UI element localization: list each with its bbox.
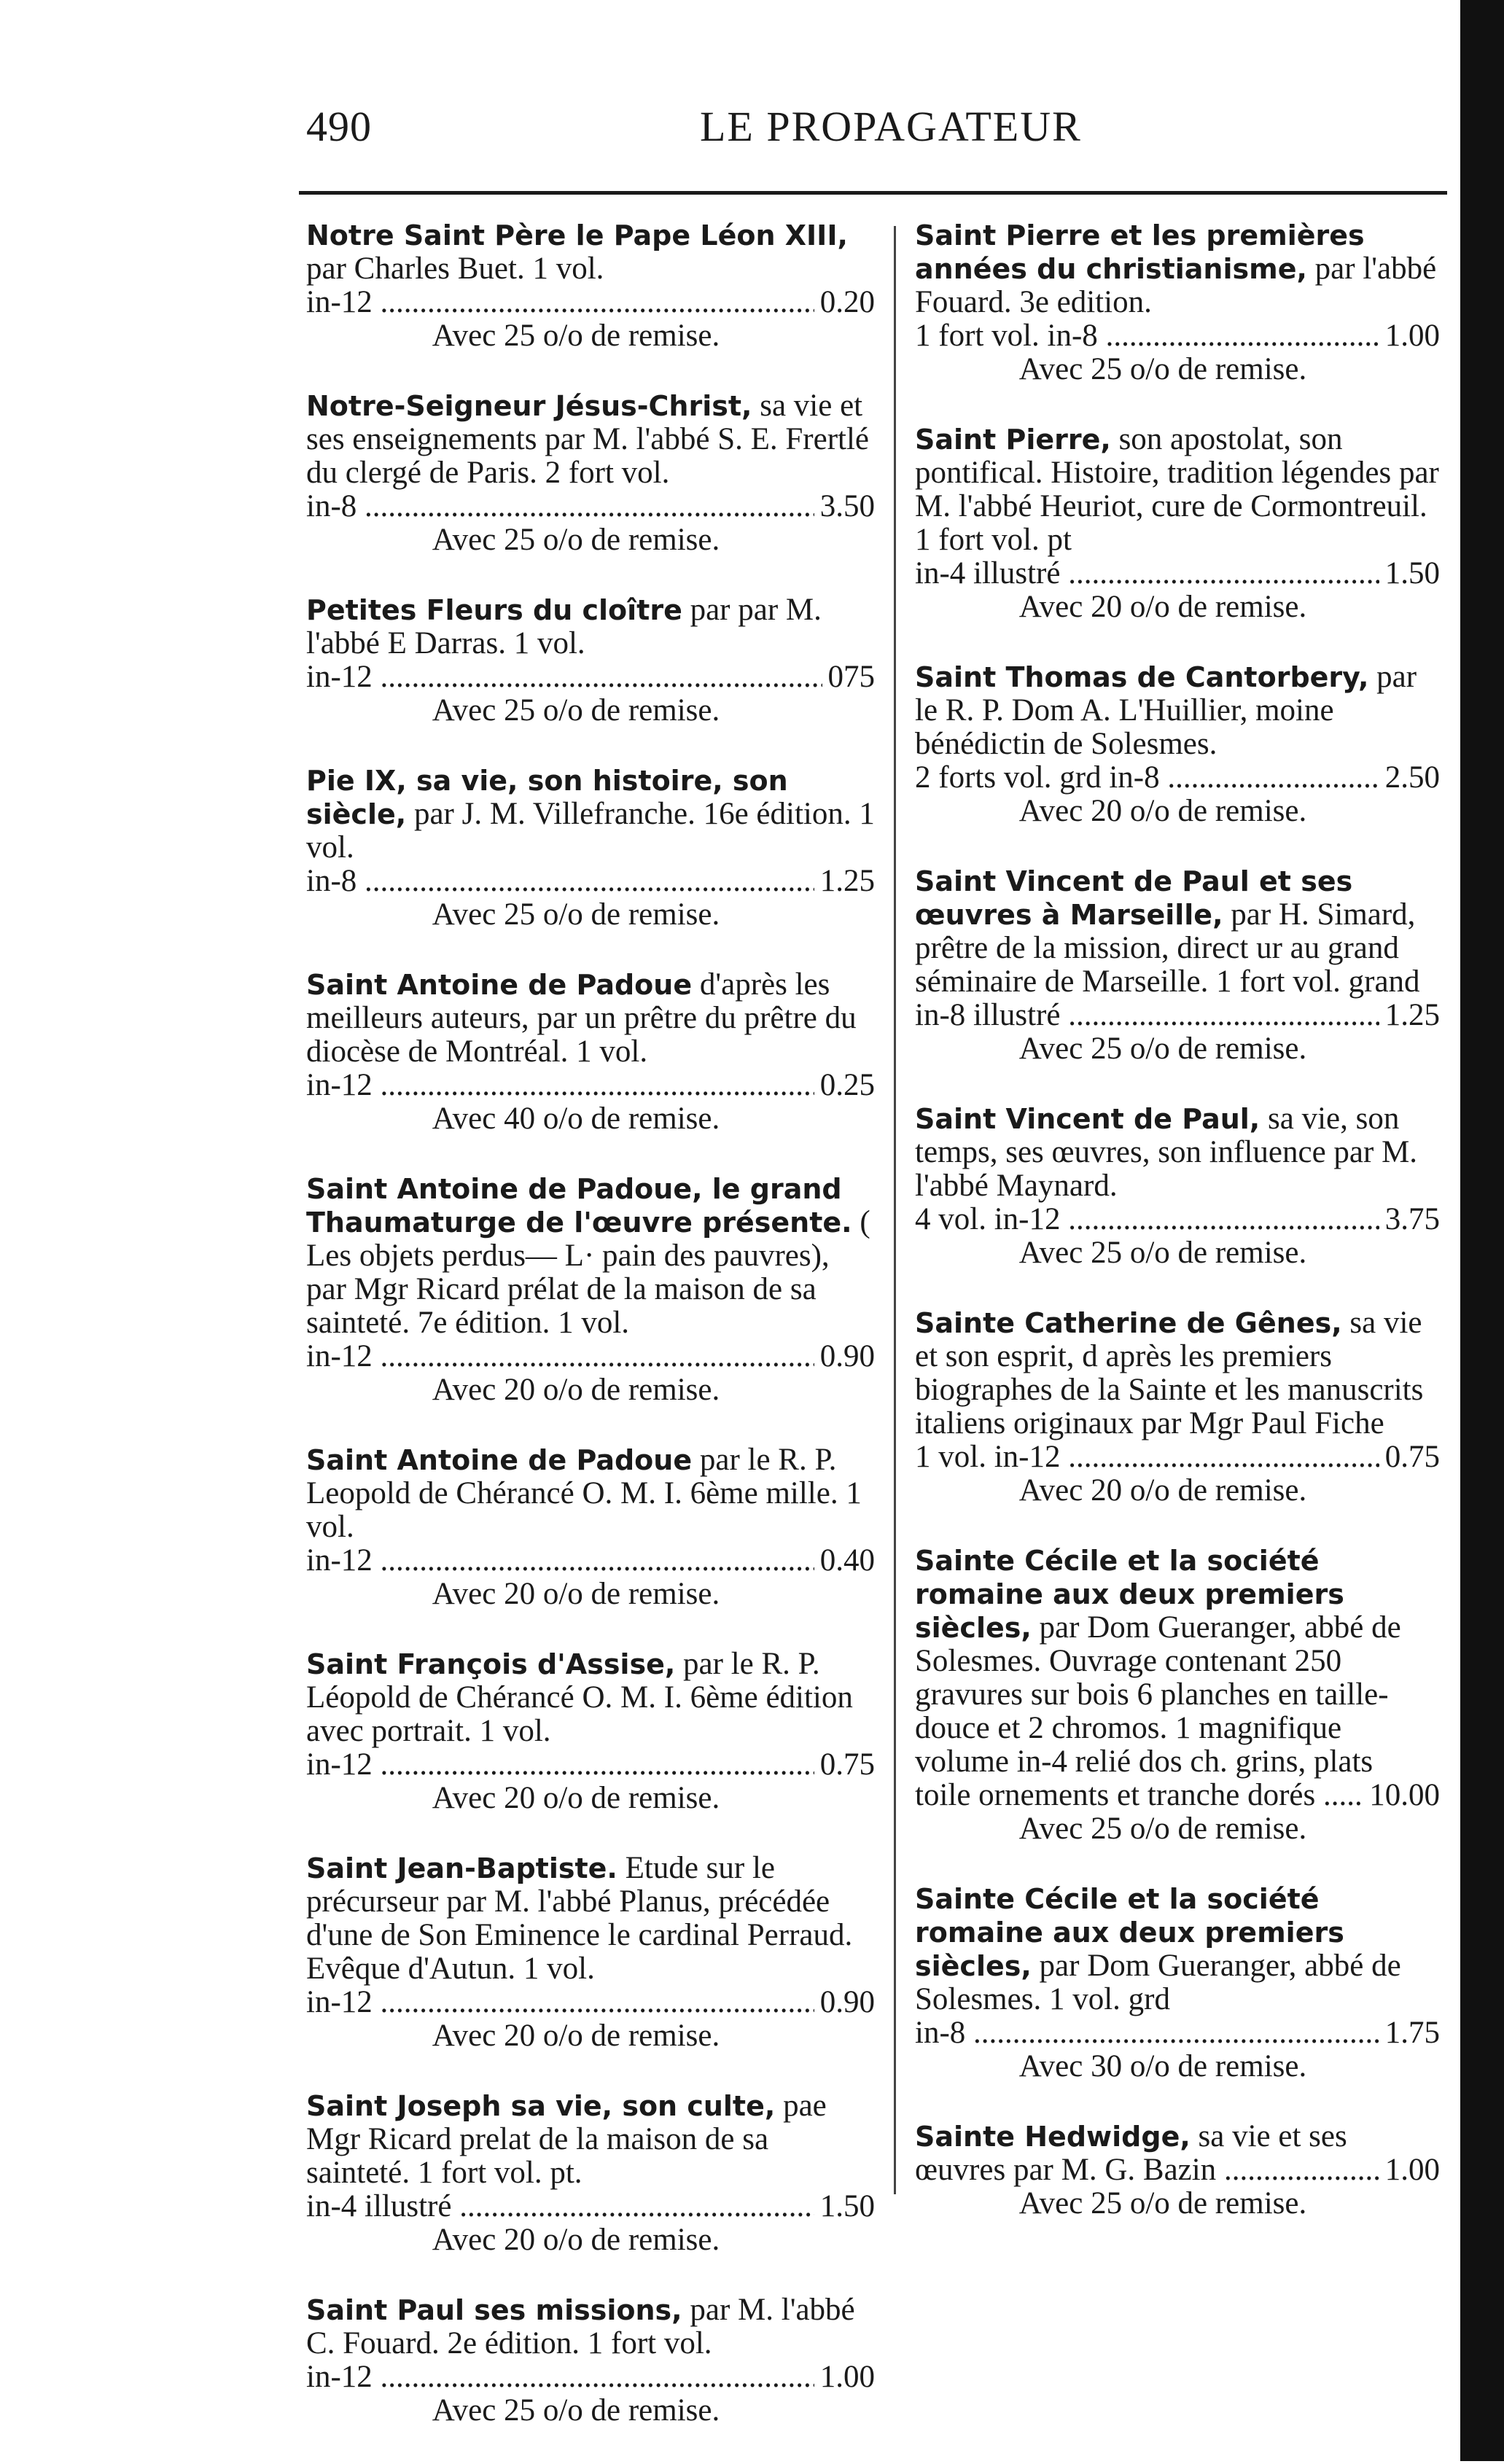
price-line <box>915 1203 1440 1236</box>
entry-format: in-12 ..... <box>306 660 822 694</box>
entry-price: 3.50 <box>819 489 875 523</box>
entry-title: Saint François d'Assise, <box>306 1648 676 1680</box>
catalog-entry <box>915 1544 1440 1846</box>
entry-description <box>306 1852 875 1986</box>
entry-title: Saint Thomas de Cantorbery, <box>915 661 1369 693</box>
entry-title: Saint Jean-Baptiste. <box>306 1852 617 1884</box>
entry-description <box>915 423 1440 557</box>
entry-description <box>306 593 875 660</box>
catalog-entry <box>915 865 1440 1066</box>
entry-format: in-12 ..... <box>306 2360 814 2394</box>
entry-discount: Avec 20 o/o de remise. <box>1018 794 1307 828</box>
entry-discount: Avec 20 o/o de remise. <box>432 2223 720 2257</box>
entry-price: 1.25 <box>1384 998 1440 1032</box>
entry-body: sa vie et ses enseignements par M. l'abbé S. E. Frertlé du clergé de Paris. 2 fort vol. <box>306 389 870 490</box>
price-line <box>306 2190 875 2223</box>
price-line <box>306 1748 875 1782</box>
entry-format: 4 vol. in-12 ..... <box>915 1203 1379 1236</box>
entry-body: sa vie et ses <box>1198 2119 1347 2153</box>
running-title: LE PROPAGATEUR <box>700 103 1082 150</box>
entry-format: in-12 ..... <box>306 1340 814 1373</box>
price-line <box>306 1986 875 2019</box>
entry-description <box>915 660 1440 761</box>
entry-format: in-8 illustré ..... <box>915 999 1379 1032</box>
entry-price: 1.00 <box>1384 319 1440 353</box>
entry-discount: Avec 25 o/o de remise. <box>432 2393 720 2428</box>
entry-discount: Avec 20 o/o de remise. <box>432 2019 720 2053</box>
page-number: 490 <box>306 103 372 150</box>
entry-body: sa vie, son temps, ses œuvres, son influence par M. l'abbé Maynard. <box>915 1102 1418 1203</box>
catalog-entry <box>306 2089 875 2257</box>
catalog-entry <box>306 219 875 353</box>
price-line <box>306 2360 875 2394</box>
entry-title: Notre Saint Père le Pape Léon XIII, <box>306 219 848 252</box>
header-rule <box>299 191 1447 195</box>
entry-description <box>915 865 1440 999</box>
entry-title: Saint Vincent de Paul, <box>915 1103 1261 1135</box>
price-line <box>306 865 875 898</box>
price-line <box>306 660 875 694</box>
entry-title: Notre-Seigneur Jésus-Christ, <box>306 390 752 422</box>
entry-format: in-12 ..... <box>306 1544 814 1578</box>
entry-body: par par M. l'abbé E Darras. 1 vol. <box>306 593 822 660</box>
entry-discount: Avec 25 o/o de remise. <box>432 693 720 728</box>
entry-description <box>915 1544 1440 1779</box>
entry-discount: Avec 25 o/o de remise. <box>1018 1236 1307 1270</box>
entry-price: 0.75 <box>819 1747 875 1782</box>
entry-format: in-4 illustré ..... <box>306 2190 814 2223</box>
entry-price: 0.90 <box>819 1985 875 2019</box>
price-line <box>306 1544 875 1578</box>
entry-description <box>306 219 875 286</box>
entry-format: in-12 ..... <box>306 1748 814 1782</box>
entry-title: Saint Pierre et les premières années du christianisme, <box>915 219 1365 285</box>
entry-discount: Avec 25 o/o de remise. <box>432 523 720 557</box>
entry-description <box>915 219 1440 319</box>
catalog-entry <box>306 1648 875 1815</box>
entry-description <box>306 764 875 865</box>
entry-title: Saint Pierre, <box>915 424 1111 456</box>
price-line <box>915 1779 1440 1812</box>
entry-body: pae Mgr Ricard prelat de la maison de sa sainteté. 1 fort vol. pt. <box>306 2089 827 2190</box>
entry-description <box>915 2120 1440 2153</box>
price-line <box>915 761 1440 795</box>
entry-discount: Avec 25 o/o de remise. <box>432 319 720 353</box>
entry-price: 0.20 <box>819 285 875 319</box>
entry-body: par le R. P. Léopold de Chérancé O. M. I. 6ème édition avec portrait. 1 vol. <box>306 1647 853 1748</box>
entry-body: par J. M. Villefranche. 16e édition. 1 vol. <box>306 797 875 865</box>
entry-format: in-8 ..... <box>306 490 814 523</box>
entry-price: 1.50 <box>819 2189 875 2223</box>
catalog-entry <box>306 2293 875 2428</box>
catalog-entry <box>915 423 1440 624</box>
catalog-entry <box>915 660 1440 828</box>
catalog-entry <box>306 1172 875 1407</box>
entry-format: in-12 ..... <box>306 286 814 319</box>
entry-title: Saint Paul ses missions, <box>306 2294 682 2326</box>
entry-format: toile ornements et tranche dorés ..... <box>915 1779 1363 1812</box>
entry-price: 10.00 <box>1369 1778 1440 1812</box>
entry-title: Sainte Catherine de Gênes, <box>915 1307 1342 1339</box>
entry-description <box>306 2293 875 2360</box>
entry-discount: Avec 20 o/o de remise. <box>432 1577 720 1611</box>
entry-format: in-4 illustré ..... <box>915 557 1379 590</box>
entry-discount: Avec 25 o/o de remise. <box>1018 2186 1307 2221</box>
entry-price: 2.50 <box>1384 760 1440 795</box>
catalog-entry <box>915 2120 1440 2221</box>
entry-discount: Avec 25 o/o de remise. <box>1018 352 1307 386</box>
entry-title: Saint Antoine de Padoue, le grand Thaumaturge de l'œuvre présente. <box>306 1173 852 1239</box>
entry-price: 075 <box>827 660 875 694</box>
entry-title: Saint Vincent de Paul et ses œuvres à Marseille, <box>915 865 1353 931</box>
catalog-entry <box>915 1882 1440 2083</box>
entry-price: 1.50 <box>1384 556 1440 590</box>
entry-discount: Avec 40 o/o de remise. <box>432 1102 720 1136</box>
catalog-entry <box>306 389 875 557</box>
entry-body: d'après les meilleurs auteurs, par un prêtre du prêtre du diocèse de Montréal. 1 vol. <box>306 967 857 1069</box>
price-line <box>915 557 1440 590</box>
entry-format: in-12 ..... <box>306 1986 814 2019</box>
entry-description <box>306 1443 875 1544</box>
right-edge-bar <box>1460 0 1504 2461</box>
price-line <box>306 1069 875 1102</box>
entry-body: par Charles Buet. 1 vol. <box>306 252 604 286</box>
price-line <box>915 2016 1440 2050</box>
entry-body: sa vie et son esprit, d après les premiers biographes de la Sainte et les manuscrits italiens originaux par Mgr Paul Fiche <box>915 1306 1424 1440</box>
price-line <box>306 286 875 319</box>
catalog-entry <box>915 1102 1440 1270</box>
entry-body: ( Les objets perdus— L· pain des pauvres), par Mgr Ricard prélat de la maison de sa sainteté. 7e édition. 1 vol. <box>306 1205 870 1340</box>
price-line <box>306 490 875 523</box>
entry-description <box>915 1102 1440 1203</box>
price-line <box>915 2153 1440 2187</box>
entry-description <box>915 1882 1440 2016</box>
entry-title: Petites Fleurs du cloître <box>306 594 682 626</box>
entry-format: 2 forts vol. grd in-8 ..... <box>915 761 1379 795</box>
entry-price: 0.25 <box>819 1068 875 1102</box>
entry-title: Pie IX, sa vie, son histoire, son siècle, <box>306 765 788 830</box>
entry-format: œuvres par M. G. Bazin ..... <box>915 2153 1379 2187</box>
entry-title: Sainte Cécile et la société romaine aux deux premiers siècles, <box>915 1883 1344 1982</box>
entry-body: par Dom Gueranger, abbé de Solesmes. Ouvrage contenant 250 gravures sur bois 6 planches en taille-douce et 2 chromos. 1 magnifique volume in-4 relié dos ch. grins, plats <box>915 1610 1401 1779</box>
entry-description <box>306 1648 875 1748</box>
entry-discount: Avec 20 o/o de remise. <box>432 1781 720 1815</box>
entry-body: Etude sur le précurseur par M. l'abbé Planus, précédée d'une de Son Eminence le cardinal Perraud. Evêque d'Autun. 1 vol. <box>306 1851 853 1986</box>
catalog-entry <box>306 593 875 728</box>
entry-title: Saint Antoine de Padoue <box>306 1444 693 1476</box>
entry-discount: Avec 30 o/o de remise. <box>1018 2049 1307 2083</box>
entry-format: 1 vol. in-12 ..... <box>915 1440 1379 1474</box>
entry-title: Sainte Hedwidge, <box>915 2121 1191 2153</box>
catalog-entry <box>306 764 875 932</box>
entry-title: Sainte Cécile et la société romaine aux deux premiers siècles, <box>915 1545 1344 1644</box>
entry-discount: Avec 25 o/o de remise. <box>1018 1032 1307 1066</box>
price-line <box>915 319 1440 353</box>
entry-body: par H. Simard, prêtre de la mission, direct ur au grand séminaire de Marseille. 1 fort vol. grand <box>915 897 1420 999</box>
entry-price: 1.00 <box>1384 2153 1440 2187</box>
entry-description <box>306 1172 875 1340</box>
entry-discount: Avec 25 o/o de remise. <box>1018 1812 1307 1846</box>
entry-price: 0.75 <box>1384 1440 1440 1474</box>
entry-body: par l'abbé Fouard. 3e edition. <box>915 252 1437 319</box>
left-column <box>306 219 875 2464</box>
entry-price: 1.00 <box>819 2360 875 2394</box>
entry-price: 1.25 <box>819 864 875 898</box>
price-line <box>915 1440 1440 1474</box>
entry-title: Saint Joseph sa vie, son culte, <box>306 2090 776 2122</box>
right-column <box>915 219 1440 2257</box>
entry-format: in-12 ..... <box>306 1069 814 1102</box>
price-line <box>915 999 1440 1032</box>
entry-title: Saint Antoine de Padoue <box>306 969 693 1001</box>
entry-description <box>306 389 875 490</box>
price-line <box>306 1340 875 1373</box>
entry-description <box>306 2089 875 2190</box>
entry-price: 3.75 <box>1384 1202 1440 1236</box>
entry-price: 0.40 <box>819 1543 875 1578</box>
entry-body: son apostolat, son pontifical. Histoire, tradition légendes par M. l'abbé Heuriot, cure de Cormontreuil. 1 fort vol. pt <box>915 422 1439 557</box>
entry-body: par M. l'abbé C. Fouard. 2e édition. 1 fort vol. <box>306 2293 855 2360</box>
entry-format: in-8 ..... <box>915 2016 1379 2050</box>
entry-body: par le R. P. Dom A. L'Huillier, moine bénédictin de Solesmes. <box>915 660 1417 761</box>
entry-body: par Dom Gueranger, abbé de Solesmes. 1 vol. grd <box>915 1949 1401 2016</box>
entry-description <box>915 1306 1440 1440</box>
entry-description <box>306 968 875 1069</box>
entry-discount: Avec 20 o/o de remise. <box>1018 590 1307 624</box>
catalog-entry <box>915 1306 1440 1508</box>
entry-price: 0.90 <box>819 1339 875 1373</box>
entry-body: par le R. P. Leopold de Chérancé O. M. I. 6ème mille. 1 vol. <box>306 1443 862 1544</box>
entry-price: 1.75 <box>1384 2016 1440 2050</box>
catalog-entry <box>306 1852 875 2053</box>
entry-format: in-8 ..... <box>306 865 814 898</box>
entry-format: 1 fort vol. in-8 ..... <box>915 319 1379 353</box>
entry-discount: Avec 20 o/o de remise. <box>432 1373 720 1407</box>
catalog-entry <box>915 219 1440 386</box>
catalog-entry <box>306 968 875 1136</box>
catalog-entry <box>306 1443 875 1611</box>
entry-discount: Avec 20 o/o de remise. <box>1018 1473 1307 1508</box>
entry-discount: Avec 25 o/o de remise. <box>432 897 720 932</box>
column-divider <box>894 226 896 2194</box>
